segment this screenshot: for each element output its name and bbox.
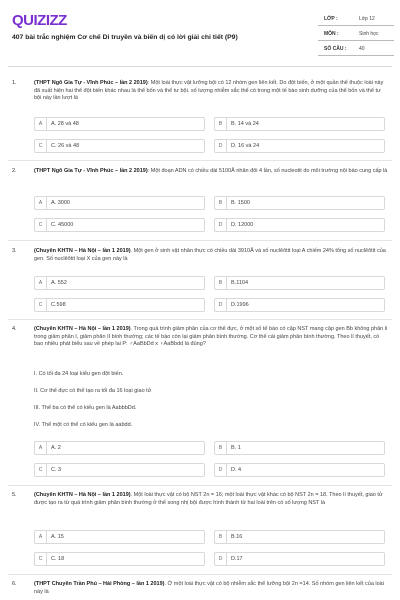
option-d[interactable]: D D.17 [214,552,385,566]
option-d[interactable]: D D.1996 [214,298,385,312]
header-divider [8,66,392,67]
option-c[interactable]: C C. 18 [34,552,205,566]
question-stem: (Chuyên KHTN – Hà Nội – lần 1 2019). Một loài thực vật có bộ NST 2n = 16; một loài thực vật khác có bộ NST 2n = 18. Theo lí thuyết, giao tử được tạo ra từ quá trình giảm phân bình thường ở thể song nhị bội được hình thành từ hai loài trên có số lượng NST là [34,492,383,506]
option-c[interactable]: C C. 26 và 48 [34,139,205,153]
question-stem: (THPT Chuyên Trần Phú – Hải Phòng – lần 1 2019). Ở một loài thực vật có bộ nhiễm sắc thể lưỡng bội 2n =14. Số nhóm gen liên kết của loài này là [34,581,384,595]
question-stem: (Chuyên KHTN – Hà Nội – lần 1 2019). Một gen ở sinh vật nhân thực có chiều dài 3910Å và số nuclêôtit loại A chiếm 24% tổng số nuclêôtit của gen. Số nuclêôtit loại X của gen này là [34,248,386,262]
option-d[interactable]: D D. 4 [214,463,385,477]
option-c[interactable]: C C.598 [34,298,205,312]
option-b[interactable]: B B.16 [214,530,385,544]
option-b[interactable]: B B. 14 và 24 [214,117,385,131]
option-c[interactable]: C C. 45000 [34,218,205,232]
option-a[interactable]: A A. 552 [34,276,205,290]
document-header [0,0,400,66]
option-c[interactable]: C C. 3 [34,463,205,477]
meta-grade: LỚP : Lớp 12 [318,12,394,26]
option-a[interactable]: A A. 3000 [34,196,205,210]
option-d[interactable]: D D. 16 và 24 [214,139,385,153]
option-a[interactable]: A A. 2 [34,441,205,455]
meta-question-count: SỐ CÂU : 40 [318,42,394,56]
statement-3: III. Thể ba có thể có kiểu gen là AabbbDd. [34,405,137,411]
question-divider [8,240,392,241]
question-stem: (THPT Ngô Gia Tự - Vĩnh Phúc – lần 2 2019): Một đoạn ADN có chiều dài 5100Å nhân đôi 4 lần, số nucleotit do môi trường nội bào cung cấp là [34,168,388,174]
option-a[interactable]: A A. 15 [34,530,205,544]
question-divider [8,160,392,161]
meta-subject: MÔN : Sinh học [318,27,394,41]
statement-1: I. Có tối đa 24 loại kiểu gen đột biến. [34,371,124,377]
option-b[interactable]: B B.1104 [214,276,385,290]
document-title: 407 bài trắc nghiệm Cơ chế Di truyền và biến dị có lời giải chi tiết (P9) [12,34,238,41]
question-divider [8,574,392,575]
question-stem: (Chuyên KHTN – Hà Nội – lần 1 2019). Trong quá trình giảm phân của cơ thể đực, ở một số tế bào có cặp NST mang cặp gen Bb không phân li trong giảm phân I, giảm phân II bình thường; các tế bào còn lại giảm phân bình thường. Cơ thể cái giảm phân bình thường. Theo lí thuyết, có bao nhiêu phát biểu sau về phép lai P: ♂AaBbDd x ♀AaBbdd là đúng? [34,326,388,348]
statement-2: II. Cơ thể đực có thể tạo ra tối đa 16 loại giao tử [34,388,152,394]
option-b[interactable]: B B. 1500 [214,196,385,210]
question-stem: (THPT Ngô Gia Tự - Vĩnh Phúc – lần 2 2019): Một loài thực vật lưỡng bội có 12 nhóm gen liên kết. Do đột biến, ở một quần thể thuộc loài này đã xuất hiện hai thể đột biến khác nhau là thể bốn và thể tư bội. số lượng nhiễm sắc thể có trong một tế bào sinh dưỡng của thể bốn và thể tư bội này lần lượt là [34,80,384,102]
question-divider [8,319,392,320]
option-b[interactable]: B B. 1 [214,441,385,455]
option-a[interactable]: A A. 28 và 48 [34,117,205,131]
option-d[interactable]: D D. 12000 [214,218,385,232]
statement-4: IV. Thể một có thể có kiểu gen là aabdd. [34,422,133,428]
quizizz-logo: QUIZIZZ [12,12,67,29]
question-divider [8,485,392,486]
